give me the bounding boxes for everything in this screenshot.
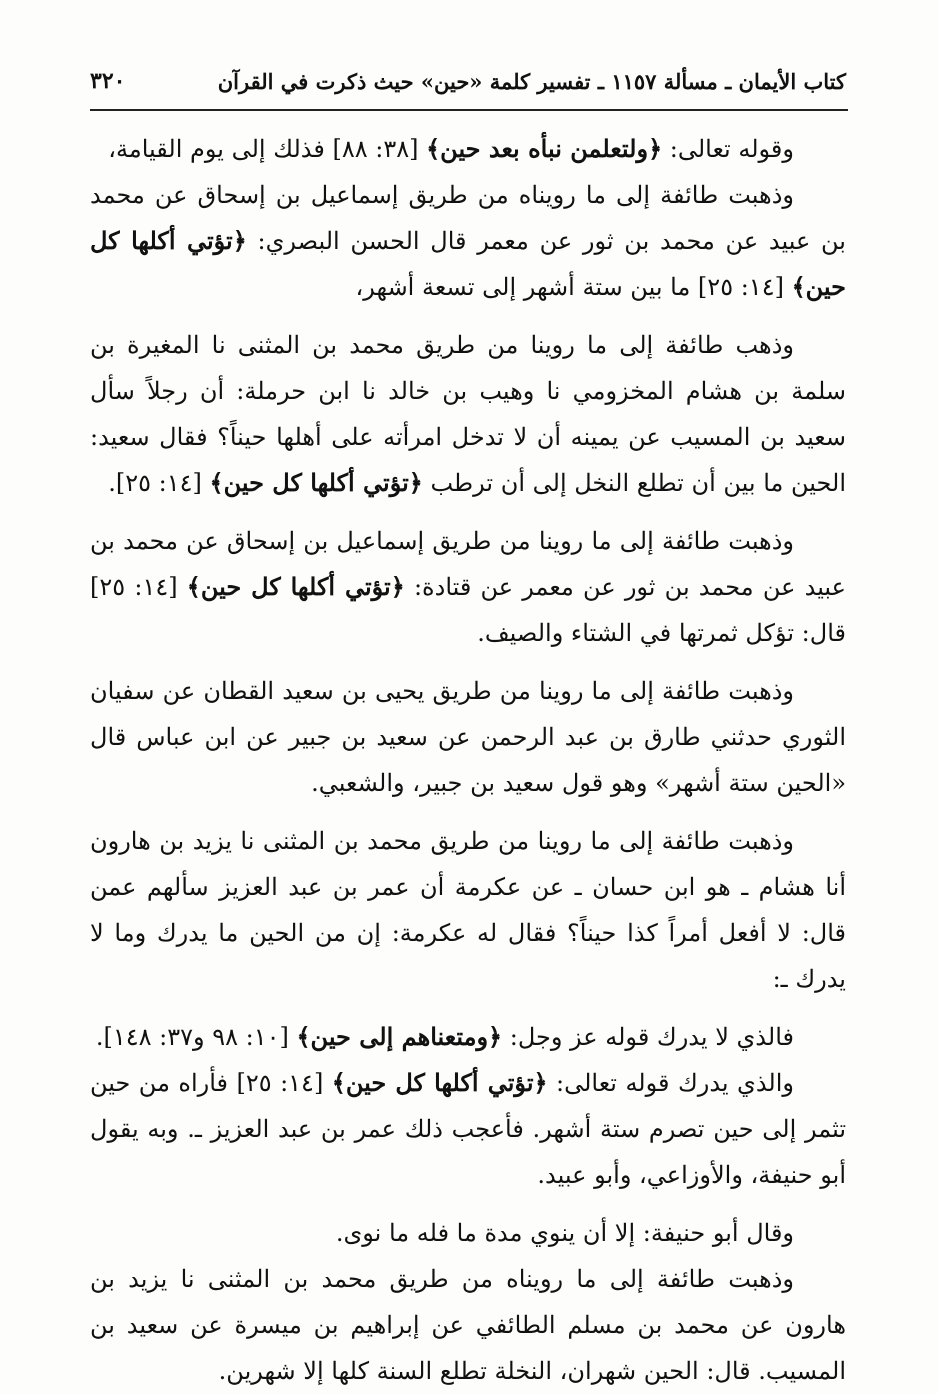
text: [١٤: ٢٥]. bbox=[108, 469, 210, 497]
paragraph bbox=[90, 1014, 846, 1060]
paragraph bbox=[90, 172, 846, 310]
text: وذهبت طائفة إلى ما رويناه من طريق إسماعيل بن إسحاق عن محمد بن عبيد عن محمد بن ثور عن معمر قال الحسن البصري: bbox=[90, 181, 846, 255]
text: [٣٨: ٨٨] فذلك إلى يوم القيامة، bbox=[108, 135, 427, 163]
quran-verse: ﴿تؤتي أكلها كل حين﴾ bbox=[90, 226, 846, 301]
quran-verse: ﴿تؤتي أكلها كل حين﴾ bbox=[186, 572, 405, 601]
quran-verse: ﴿تؤتي أكلها كل حين﴾ bbox=[209, 468, 423, 497]
header-rule bbox=[90, 109, 848, 111]
text: [١٠: ٩٨ و٣٧: ١٤٨]. bbox=[95, 1023, 297, 1051]
paragraph bbox=[90, 518, 846, 656]
text: فالذي لا يدرك قوله عز وجل: bbox=[502, 1023, 794, 1051]
text: وقوله تعالى: bbox=[662, 135, 794, 163]
quran-verse: ﴿ومتعناهم إلى حين﴾ bbox=[296, 1022, 503, 1051]
page-header bbox=[90, 58, 846, 104]
paragraph bbox=[90, 322, 846, 506]
text: وذهب طائفة إلى ما روينا من طريق محمد بن المثنى نا المغيرة بن سلمة بن هشام المخزومي نا وهيب بن خالد نا ابن حرملة: أن رجلاً سأل سعيد بن المسيب عن يمينه أن لا تدخل امرأته على أهلها حيناً؟ فقال سعيد: الحين ما بين أن تطلع النخل إلى أن ترطب bbox=[90, 331, 847, 497]
quran-verse: ﴿تؤتي أكلها كل حين﴾ bbox=[331, 1068, 548, 1097]
paragraph bbox=[90, 1210, 846, 1256]
page-body bbox=[90, 126, 846, 1394]
text: وذهبت طائفة إلى ما روينا من طريق إسماعيل بن إسحاق عن محمد بن عبيد عن محمد بن ثور عن معمر عن قتادة: bbox=[90, 527, 846, 601]
paragraph bbox=[90, 818, 846, 1002]
paragraph bbox=[90, 1060, 846, 1198]
text: والذي يدرك قوله تعالى: bbox=[547, 1069, 795, 1097]
text: [١٤: ٢٥] فأراه من حين تثمر إلى حين تصرم ستة أشهر. فأعجب ذلك عمر بن عبد العزيز ـ. وبه يقول أبو حنيفة، والأوزاعي، وأبو عبيد. bbox=[90, 1069, 846, 1189]
paragraph bbox=[90, 126, 846, 172]
text: [١٤: ٢٥] قال: تؤكل ثمرتها في الشتاء والصيف. bbox=[90, 573, 846, 647]
text: [١٤: ٢٥] ما بين ستة أشهر إلى تسعة أشهر، bbox=[355, 273, 792, 301]
text: وقال أبو حنيفة: إلا أن ينوي مدة ما فله ما نوى. bbox=[335, 1219, 794, 1247]
text: وذهبت طائفة إلى ما رويناه من طريق محمد بن المثنى نا يزيد بن هارون عن محمد بن مسلم الطائفي عن إبراهيم بن ميسرة عن سعيد بن المسيب. قال: الحين شهران، النخلة تطلع السنة كلها إلا شهرين. bbox=[90, 1265, 846, 1385]
quran-verse: ﴿ولتعلمن نبأه بعد حين﴾ bbox=[426, 134, 663, 163]
text: وذهبت طائفة إلى ما روينا من طريق محمد بن المثنى نا يزيد بن هارون أنا هشام ـ هو ابن حسان ـ عن عكرمة أن عمر بن عبد العزيز سألهم عمن قال: لا أفعل أمراً كذا حيناً؟ فقال له عكرمة: إن من الحين ما يدرك وما لا يدرك ـ: bbox=[90, 827, 846, 993]
paragraph bbox=[90, 1256, 846, 1394]
paragraph bbox=[90, 668, 846, 806]
running-title: كتاب الأيمان ـ مسألة ١١٥٧ ـ تفسير كلمة «حين» حيث ذكرت في القرآن bbox=[217, 68, 846, 94]
text: وذهبت طائفة إلى ما روينا من طريق يحيى بن سعيد القطان عن سفيان الثوري حدثني طارق بن عبد الرحمن عن سعيد بن جبير عن ابن عباس قال «الحين ستة أشهر» وهو قول سعيد بن جبير، والشعبي. bbox=[90, 677, 846, 797]
page-number: ٣٢٠ bbox=[90, 68, 126, 94]
